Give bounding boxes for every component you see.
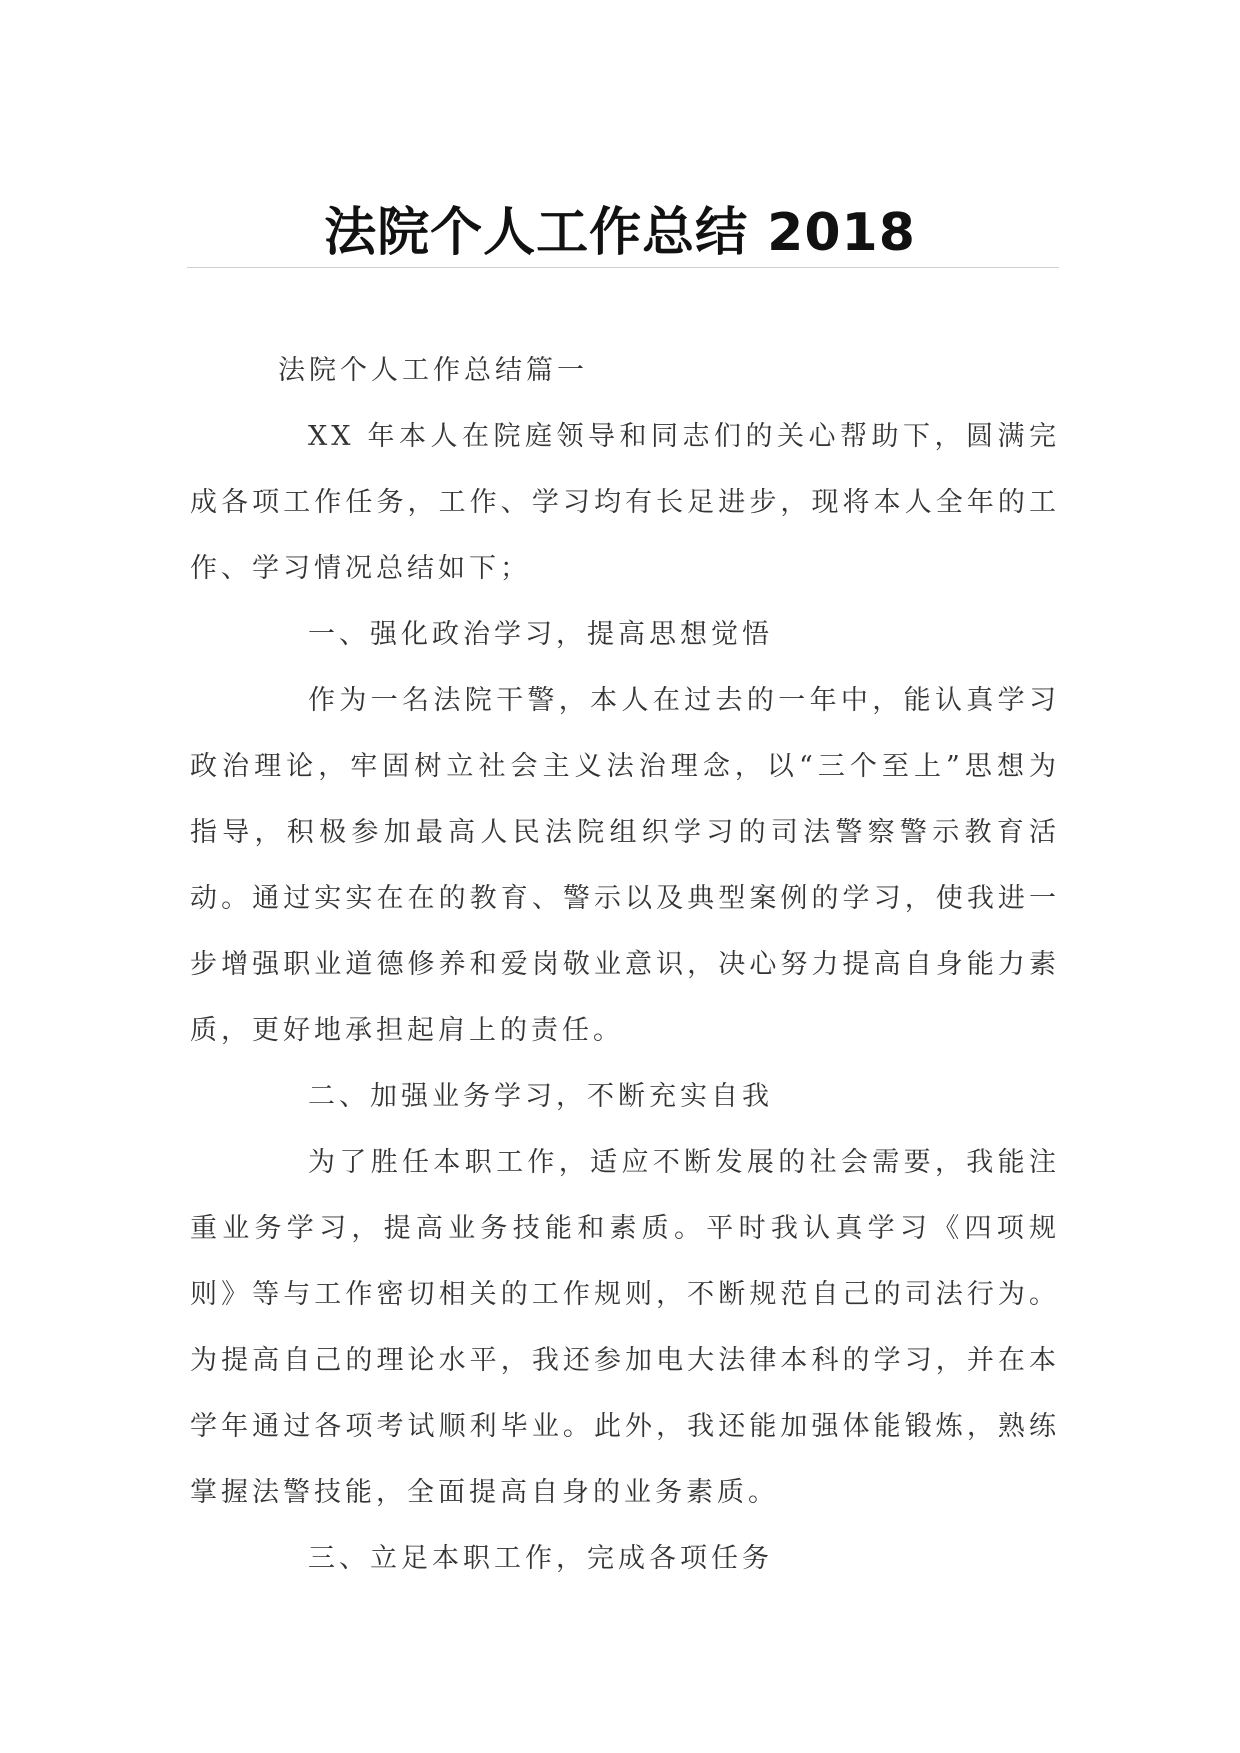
section-paragraph-1: 作为一名法院干警，本人在过去的一年中，能认真学习政治理论，牢固树立社会主义法治理念，以“三个至上”思想为指导，积极参加最高人民法院组织学习的司法警察警示教育活动。通过实实在在的教育、警示以及典型案例的学习，使我进一步增强职业道德修养和爱岗敬业意识，决心努力提高自身能力素质，更好地承担起肩上的责任。	[190, 685, 1060, 1046]
subtitle: 法院个人工作总结篇一	[278, 355, 588, 386]
section-paragraph-2: 为了胜任本职工作，适应不断发展的社会需要，我能注重业务学习，提高业务技能和素质。平时我认真学习《四项规则》等与工作密切相关的工作规则，不断规范自己的司法行为。为提高自己的理论水平，我还参加电大法律本科的学习，并在本学年通过各项考试顺利毕业。此外，我还能加强体能锻炼，熟练掌握法警技能，全面提高自身的业务素质。	[190, 1147, 1060, 1508]
section-heading-2: 二、加强业务学习，不断充实自我	[308, 1081, 773, 1112]
intro-paragraph: XX 年本人在院庭领导和同志们的关心帮助下，圆满完成各项工作任务，工作、学习均有长足进步，现将本人全年的工作、学习情况总结如下；	[190, 421, 1060, 584]
section-heading-1: 一、强化政治学习，提高思想觉悟	[308, 619, 773, 650]
title-divider	[187, 267, 1059, 268]
document-body	[190, 338, 1060, 1592]
document-title: 法院个人工作总结 2018	[324, 202, 916, 263]
section-heading-3: 三、立足本职工作，完成各项任务	[308, 1543, 773, 1574]
